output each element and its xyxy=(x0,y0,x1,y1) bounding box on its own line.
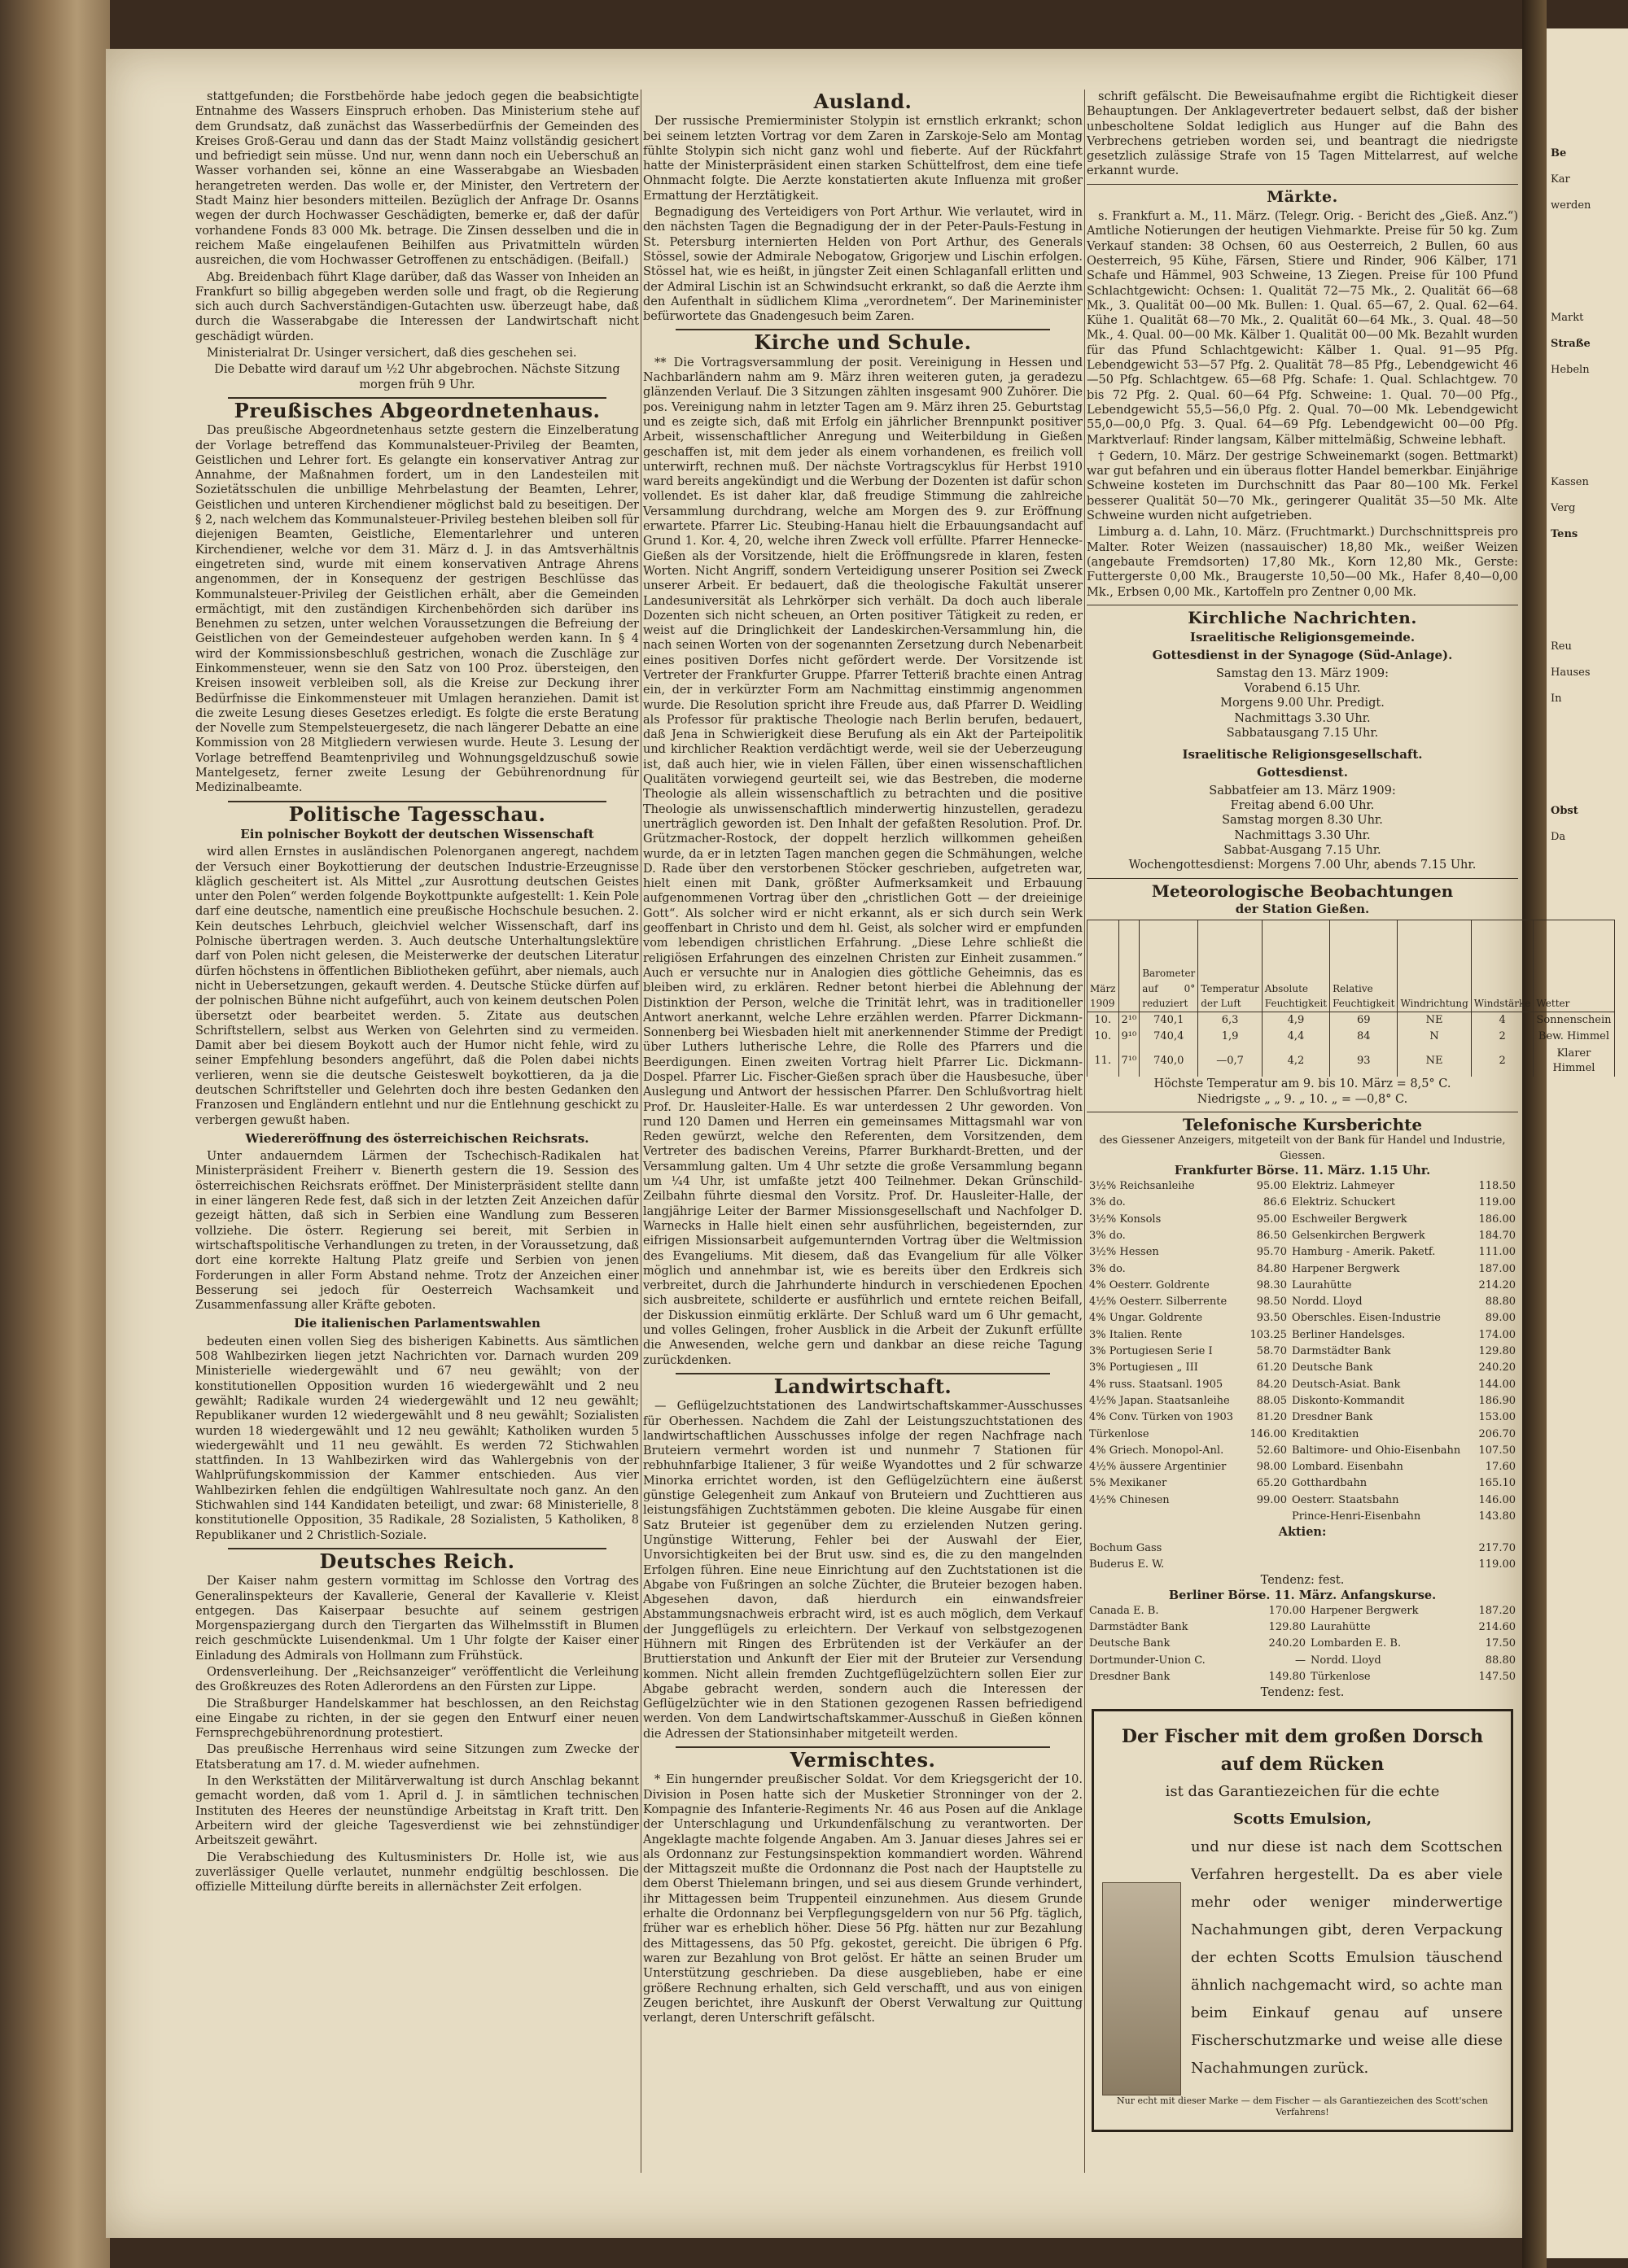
section-heading: Vermischtes. xyxy=(790,1748,936,1772)
security-name: Dresdner Bank xyxy=(1089,1671,1171,1684)
facing-page-fragment: Straße xyxy=(1551,338,1591,350)
facing-page-fragment: Hebeln xyxy=(1551,364,1590,376)
security-name: 4% Ungar. Goldrente xyxy=(1089,1312,1203,1325)
security-name: 3% do. xyxy=(1089,1230,1126,1242)
table-cell: 4,2 xyxy=(1262,1046,1329,1077)
table-cell: Klarer Himmel xyxy=(1534,1046,1614,1077)
security-name: Nordd. Lloyd xyxy=(1291,1296,1363,1309)
facing-page-fragment: Tens xyxy=(1551,528,1578,540)
security-price: 89.00 xyxy=(1485,1312,1516,1325)
table-row xyxy=(1087,1409,1518,1426)
security-price: 98.30 xyxy=(1256,1278,1287,1291)
table-cell: 10. xyxy=(1088,1029,1119,1045)
table-row xyxy=(1087,1228,1518,1244)
service-line: Samstag morgen 8.30 Uhr. xyxy=(1222,814,1383,828)
table-cell: Bew. Himmel xyxy=(1534,1029,1614,1045)
security-name: Deutsche Bank xyxy=(1089,1637,1171,1650)
facing-page-text xyxy=(1551,49,1624,2246)
security-name: Elektriz. Schuckert xyxy=(1291,1196,1396,1209)
paragraph: ** Die Vortragsversammlung der posit. Vereinigung in Hessen und Nachbarländern nahm am 9. März ihren weiteren guten, ja geradezu glänzenden Verlauf. Die 3 Sitzungen zählten insgesamt 900 Zuhörer. Die pos. Vereinigung nahm in letzter Tagen am 9. März ihren 25. Geburtstag und es zeigte sich, daß mit Erfolg ein jährlicher Brennpunkt positiver Arbeit, wissenschaftlicher Anregung und Weiterbildung in Gießen geschaffen ist, mit dem jeder als einem vorhandenen, es freilich voll unterwirft, rechnen muß. Der nächste Vortragscyklus für Herbst 1910 ward bereits angekündigt und die Werbung der Dozenten ist dafür schon vollendet. Es ist daher klar, daß freudige Stimmung die zahlreiche Versammlung durchdrang, welche am Morgen des 9. zur Eröffnung erwartete. Pfarrer Lic. Steubing-Hanau hielt die Erbauungsandacht auf Grund 1. Kor. 4, 20, welche ihren Zweck voll erfüllte. Pfarrer Hennecke-Gießen als der Vorsitzende, hielt die Eröffnungsrede in klaren, festen Worten. Nicht Angriff, sondern Verteidigung unserer Position sei Zweck unserer Arbeit. Er bedauert, daß die theologische Fakultät unserer Landesuniversität als Lehrkörper sich verhält. Da doch auch liberale Dozenten sich nicht scheuen, an Orten positiver Tätigkeit zu reden, er weist auf die Dringlichkeit der Landeskirchen-Versammlung hin, die nach seinen Worten von der sogenannten Zersetzung durch Nebenarbeit eines positiven Dorfes nicht gefördert werde. Der Vorsitzende ist Vertreter der Frankfurter Gruppe. Pfarrer Tetteriß brachte einen Antrag ein, der in verkürzter Form am Nachmittag einstimmig angenommen wurde. Die Resolution spricht ihre Freude aus, daß Pfarrer D. Weidling als Professor für praktische Theologie nach Berlin berufen, bedauert, daß Jena in Schwierigkeit diese Berufung als ein Akt der Parteipolitik und kirchlicher Reaktion verdächtigt werde, weil sie der Ueberzeugung ist, daß auch hier, wie in vielen Fällen, über einen wissenschaftlichen Qualitäten vorwiegend geurteilt sei, wie das Bestreben, die moderne Theologie als allein wissenschaftlich zu betrachten und die positive Theologie als unwissenschaftlich minderwertig hinzustellen, geradezu unerträglich geworden ist. Den Inhalt der gefaßten Resolution. Prof. Dr. Grützmacher-Rostock, der doppelt herzlich willkommen geheißen wurde, da er in letzten Tagen manchen gegen die Schmähungen, welche D. Rade über den verstorbenen Stöcker geschrieben, aufgetreten war, hielt einen mit Dank, größter Aufmerksamkeit und Erbauung aufgenommenen Vortrag über den „christlichen Gott — der dreieinige Gott“. Als solcher wird er nicht erkannt, als er sich durch sein Werk geoffenbart in Christo und dem hl. Geist, als solcher wird er empfunden vom lebendigen christlichen Erfahrung. „Diese Lehre schließt die religiösen Erfahrungen des einzelnen Christen zur Einheit zusammen.“ Auch er versuchte nur in Analogien dies göttliche Geheimnis, das es bleiben wird, zu erklären. Redner betont hierbei die Ablehnung der Distinktion der Person, welche die Trinität lehrt, was in traditioneller Antwort anerkannt, welche Lehre erzählen werden. Pfarrer Dickmann-Sonnenberg bei Wiesbaden hielt mit anerkennender Stimme der Predigt über Luthers lutherische Lehre, die Rolle des Pfarrers und die Beerdigungen. Einen zweiten Vortrag hielt Pfarrer Lic. Dickmann-Dospel. Pfarrer Lic. Fischer-Gießen sprach über die Hausbesuche, über Auslegung und Antwort der hessischen Pfarrer. Den Schlußvortrag hielt Prof. Dr. Hausleiter-Halle. Es war unterdessen 2 Uhr geworden. Von rund 120 Damen und Herren ein gemeinsames Mittagsmahl war von Reden gewürzt, welche den Referenten, dem Vorsitzenden, dem Vertreter des badischen Vereins, Pfarrer Burkhardt-Bretten, und der Versammlung galten. Um 4 Uhr setzte die große Versammlung begann um ¼4 Uhr, ist umfaßte jetzt 400 Teilnehmer. Dekan Grünschild-Zeilbahn führte diesmal den Vorsitz. Prof. Dr. Hausleiter-Halle, der langjährige Leiter der Barmer Missionsgesellschaft und Nachfolger D. Warnecks in Halle hielt einen sehr ausführlichen, begeisternden, zur eifrigen Missionsarbeit aufgemunternden Vortrag über die Weltmission des Evangeliums. Mit diesem, daß das Evangelium für alle Völker möglich und annehmbar ist, wie es bereits über den Erdkreis sich verbreitet, durch die Jahrhunderte hindurch in verschiedenen Epochen sich ausbreitete, schilderte er ausführlich und erntete reichen Beifall, der Diskussion einmütig erklärte. Der Schluß ward um 6 Uhr gemacht, und volles Gelingen, froher Ausblick in die Arbeit der Zukunft erfüllte die Anwesenden, welche gern und dankbar an diese reiche Tagung zurückdenken. xyxy=(643,356,1083,1367)
paragraph: stattgefunden; die Forstbehörde habe jedoch gegen die beabsichtigte Entnahme des Wassers Einspruch erhoben. Das Ministerium stehe auf dem Grundsatz, daß zunächst das Wasserbedürfnis der Gemeinden des Kreises Groß-Gerau und dann das der Stadt Mainz vollständig gesichert und befriedigt sein müsse. Und nur, wenn dann noch ein Ueberschuß an Wasser vorhanden sei, könne an eine Wasserabgabe an Wiesbaden herangetreten werden. Das wolle er, der Minister, den Vertretern der Stadt Mainz hier besonders mitteilen. Bezüglich der Anfrage Dr. Osanns wegen der durch Hochwasser Geschädigten, bemerke er, daß der dafür vorhandene Fonds 83 000 Mk. betrage. Die Zinsen desselben und die in reichem Maße eingelaufenen Beihilfen aus Privatmitteln würden ausreichen, die vom Hochwasser Getroffenen zu entschädigen. (Beifall.) xyxy=(195,90,639,268)
security-price xyxy=(1245,1509,1289,1525)
ad-text: und nur diese ist nach dem Scottschen Verfahren hergestellt. Da es aber viele mehr oder weniger minderwertige Nachahmungen gibt, deren Verpackung der echten Scotts Emulsion täuschend ähnlich nachgemacht wird, so achte man beim Einkauf genau auf unsere Fischerschutzmarke und weise alle diese Nachahmungen zurück. xyxy=(1191,1838,1503,2077)
table-cell: 11. xyxy=(1088,1046,1119,1077)
security-price: 95.00 xyxy=(1256,1180,1287,1193)
security-name: Buderus E. W. xyxy=(1089,1558,1165,1571)
paragraph: Abg. Breidenbach führt Klage darüber, daß das Wasser von Inheiden an Frankfurt so billig abgegeben werden solle und fragt, ob die Regierung sich auch durch Sachverständigen-Gutachten usw. überzeugt habe, daß durch die Wasserabgabe die Interessen der Landwirtschaft nicht geschädigt würden. xyxy=(195,270,639,343)
table-cell: 93 xyxy=(1330,1046,1398,1077)
table-row xyxy=(1087,1619,1518,1636)
paragraph: Begnadigung des Verteidigers von Port Arthur. Wie verlautet, wird in den nächsten Tagen die Begnadigung der in der Peter-Pauls-Festung in St. Petersburg internierten Helden von Port Arthur, des Generals Stössel, sowie der Admirale Nebogatow, Grigorjew und Lischin erfolgen. Stössel hat, wie es heißt, in jüngster Zeit einen Schlaganfall erlitten und der Admiral Lischin ist an Schwindsucht erkrankt, so daß die Aerzte ihm den Aufenthalt in südlichem Klima „verordnetem“. Der Marineminister befürwortete das Gnadengesuch beim Zaren. xyxy=(643,206,1083,324)
security-price: 86.50 xyxy=(1256,1230,1287,1242)
security-price: 214.20 xyxy=(1478,1278,1516,1291)
service-line: Sabbatausgang 7.15 Uhr. xyxy=(1226,726,1379,740)
security-price: 95.00 xyxy=(1256,1213,1287,1226)
security-price: 187.20 xyxy=(1478,1604,1516,1617)
security-name: Dresdner Bank xyxy=(1291,1411,1373,1424)
security-name xyxy=(1087,1509,1245,1525)
security-price: 147.50 xyxy=(1478,1671,1516,1684)
security-name: 4½% Oesterr. Silberrente xyxy=(1089,1296,1228,1309)
table-header: März 1909 xyxy=(1088,920,1119,1012)
security-name: 3½% Konsols xyxy=(1089,1213,1162,1226)
table-row xyxy=(1087,1310,1518,1326)
security-price: 187.00 xyxy=(1478,1262,1516,1275)
paragraph: Das preußische Herrenhaus wird seine Sitzungen zum Zwecke der Etatsberatung am 17. d. M. wieder aufnehmen. xyxy=(195,1743,639,1772)
security-price: 95.70 xyxy=(1256,1246,1287,1259)
security-price: 118.50 xyxy=(1478,1180,1516,1193)
facing-page-fragment: Kar xyxy=(1551,173,1570,186)
security-price: 99.00 xyxy=(1256,1493,1287,1506)
security-name: Dortmunder-Union C. xyxy=(1089,1654,1206,1667)
subheading: Israelitische Religionsgemeinde. xyxy=(1189,630,1416,645)
paragraph: Der Kaiser nahm gestern vormittag im Schlosse den Vortrag des Generalinspekteurs der Kavallerie, General der Kavallerie v. Kleist entgegen. Das Kaiserpaar besuchte auf seinem gestrigen Morgenspaziergang durch den Tiergarten das Wilhelmsstift in Blumen reich geschmückte Luisendenkmal. Um 1 Uhr folgte der Kaiser einer Einladung des Admirals von Hollmann zum Frühstück. xyxy=(195,1575,639,1663)
ad-headline: Der Fischer mit dem großen Dorsch xyxy=(1121,1725,1484,1747)
paragraph: Der russische Premierminister Stolypin ist ernstlich erkrankt; schon bei seinem letzten Vortrag vor dem Zaren in Zarskoje-Selo am Montag fühlte Stolypin sich nicht ganz wohl und fieberte. Auf der Rückfahrt hatte der Ministerpräsident einen starken Schüttelfrost, dem eine tiefe Ohnmacht folgte. Die Aerzte konstatierten akute Influenza mit großer Ermattung der Herztätigkeit. xyxy=(643,115,1083,203)
facing-page-fragment: Kassen xyxy=(1551,476,1589,488)
paragraph: Die Debatte wird darauf um ½2 Uhr abgebrochen. Nächste Sitzung morgen früh 9 Uhr. xyxy=(214,363,620,391)
security-price: 206.70 xyxy=(1478,1427,1516,1440)
table-cell: 69 xyxy=(1330,1012,1398,1029)
security-name: Oberschles. Eisen-Industrie xyxy=(1291,1312,1441,1325)
tendency-note: Tendenz: fest. xyxy=(1260,1686,1345,1700)
table-cell: 2 xyxy=(1471,1046,1534,1077)
stock-table xyxy=(1087,1178,1518,1525)
security-price: 184.70 xyxy=(1478,1230,1516,1242)
security-price: 214.60 xyxy=(1478,1621,1516,1634)
security-name: Deutsch-Asiat. Bank xyxy=(1291,1378,1401,1391)
ad-brand: Scotts Emulsion, xyxy=(1232,1810,1372,1828)
security-price: 144.00 xyxy=(1478,1378,1516,1391)
security-price: 174.00 xyxy=(1478,1328,1516,1341)
column-left xyxy=(195,90,639,2213)
table-row xyxy=(1087,1509,1518,1525)
table-row xyxy=(1087,1669,1518,1685)
table-header: Temperatur der Luft xyxy=(1198,920,1263,1012)
table-cell: 4,9 xyxy=(1262,1012,1329,1029)
security-name: Harpener Bergwerk xyxy=(1291,1262,1400,1275)
security-name: Harpener Bergwerk xyxy=(1311,1604,1419,1617)
security-price: 146.00 xyxy=(1478,1493,1516,1506)
paragraph: * Ein hungernder preußischer Soldat. Vor dem Kriegsgericht der 10. Division in Posen hatte sich der Musketier Stronninger von der 2. Kompagnie des Infanterie-Regiments Nr. 46 aus Posen auf die Anklage der Unterschlagung und Urkundenfälschung zu verantworten. Der Angeklagte machte folgende Angaben. Am 3. Januar dieses Jahres sei er als Ordonnanz zur Festungsinspektion kommandiert worden. Während der Mittagszeit mußte die Ordonnanz die Post nach der Hauptstelle zu dem Oberst Thielemann bringen, und sei aus diesem Grunde verhindert, ihr Mittagessen beim Truppenteil einzunehmen. Aus diesem Grunde erhalte die Ordonnanz bei Verpflegungsgeldern von nur 56 Pfg. täglich, früher war es erheblich höher. Diese 56 Pfg. hätten nur zur Bezahlung des Mittagessens, das 50 Pfg. gekostet, gereicht. Die übrigen 6 Pfg. waren zur Bezahlung von Brot gelöst. Er hätte an seinen Bruder um Unterstützung geschrieben. Da diese ausgeblieben, habe er eine größere Rechnung erhalten, sich Geld verschafft, und aus von einigen Zeugen berichtet, ihre Auskunft der Oberst Verwaltung zur Quittung verlangt, deren Unterschrift gefälscht. xyxy=(643,1773,1083,2025)
security-price: 88.80 xyxy=(1485,1654,1516,1667)
paragraph: † Gedern, 10. März. Der gestrige Schweinemarkt (sogen. Bettmarkt) war gut befahren und ein überaus flotter Handel bemerkbar. Einjährige Schweine kosteten im Durchschnitt das Paar 80—100 Mk. Ferkel besserer Qualität 50—70 Mk., geringerer Qualität 35—50 Mk. Alte Schweine wurden nicht aufgetrieben. xyxy=(1087,449,1518,523)
security-name: Diskonto-Kommandit xyxy=(1291,1394,1405,1407)
column-rule xyxy=(1084,90,1085,2173)
security-name: Eschweiler Bergwerk xyxy=(1291,1213,1407,1226)
paragraph: wird allen Ernstes in ausländischen Polenorganen angeregt, nachdem der Versuch einer Boykottierung der deutschen Industrie-Erzeugnisse kläglich gescheitert ist. Als Mittel „zur Ausrottung deutschen Geistes unter den Polen“ werden folgende Boykottpunkte aufgestellt: 1. Kein Pole darf eine deutsche, namentlich eine preußische Hochschule besuchen. 2. Kein deutsches Lehrbuch, gleichviel welcher Wissenschaft, darf ins Polnische übertragen werden. 3. Auch deutsche Unterhaltungslektüre darf von Polen nicht gelesen, die Meisterwerke der deutschen Literatur dürfen höchstens in öffentlichen Bibliotheken geführt, aber niemals, auch nicht in Uebersetzungen, gekauft werden. 4. Deutsche Stücke dürfen auf der polnischen Bühne nicht aufgeführt, auch von keinem deutschen Polen übersetzt oder bearbeitet werden. 5. Zitate aus deutschen Schriftstellern, selbst aus Werken von Gelehrten sind zu vermeiden. Damit aber bei diesem Boykott auch der Humor nicht fehle, wird zu seiner Empfehlung besonders angeführt, daß die Polen dabei nichts verlieren, wenn sie die deutsche Geisteswelt boykottieren, da ja die deutschen Schriftsteller und Gelehrten doch ihre besten Gedanken den Franzosen und Engländern entlehnt und nur die Entlehnung geschickt zu verbergen gewußt haben. xyxy=(195,846,639,1127)
security-name: Türkenlose xyxy=(1311,1671,1371,1684)
table-row xyxy=(1087,1278,1518,1294)
security-price: 129.80 xyxy=(1478,1345,1516,1358)
table-cell: 84 xyxy=(1330,1029,1398,1045)
security-price: 143.80 xyxy=(1478,1510,1516,1523)
section-divider xyxy=(1087,184,1518,185)
security-price: 170.00 xyxy=(1268,1604,1306,1617)
book-binding xyxy=(0,0,110,2268)
security-name: Gelsenkirchen Bergwerk xyxy=(1291,1230,1425,1242)
table-cell: 740,4 xyxy=(1140,1029,1198,1045)
paragraph: Ministerialrat Dr. Usinger versichert, daß dies geschehen sei. xyxy=(207,347,577,361)
service-line: Vorabend 6.15 Uhr. xyxy=(1244,681,1361,695)
paragraph: Unter andauerndem Lärmen der Tschechisch-Radikalen hat Ministerpräsident Freiherr v. Bienerth gestern die 19. Session des österreichischen Reichsrats eröffnet. Der Ministerpräsident stellte dann in einer längeren Rede fest, daß sich in der letzten Zeit Anzeichen dafür gezeigt hätten, daß sich in Serbien eine Wandlung zum Besseren vollziehe. Die österr. Regierung sei bereit, mit Serbien in wirtschaftspolitische Verhandlungen zu treten, in der Voraussetzung, daß dort eine korrekte Haltung Platz greife und Serbien von jenen Forderungen in aller Form Abstand nehme. Trotz der Anzeichen einer Besserung sei jedoch für Oesterreich Wachsamkeit und Zusammenfassung aller Kräfte geboten. xyxy=(195,1150,639,1313)
security-name: Türkenlose xyxy=(1089,1427,1149,1440)
security-price: 111.00 xyxy=(1478,1246,1516,1259)
security-name: 3½% Reichsanleihe xyxy=(1089,1180,1195,1193)
table-cell: 1,9 xyxy=(1198,1029,1263,1045)
paragraph: — Geflügelzuchtstationen des Landwirtschaftskammer-Ausschusses für Oberhessen. Nachdem die Zahl der Leistungszuchtstationen des landwirtschaftlichen Ausschusses infolge der regen Nachfrage nach Bruteiern vermehrt worden ist und nunmehr 7 Stationen für rebhuhnfarbige Italiener, 3 für weiße Wyandottes und 2 für schwarze Minorka errichtet worden, ist den Geflügelzüchtern eine äußerst günstige Gelegenheit zum Ankauf von Bruteiern und Zuchttieren aus leistungsfähigen Zuchtstämmen geboten. Die kleine Ausgabe für einen Satz Bruteier ist gegenüber dem zu erzielenden Nutzen gering. Ungünstige Witterung, Fehler bei der Auswahl der Eier, Unvorsichtigkeiten bei der Brut usw. sind es, die zu den mangelnden Erfolgen führen. Eine neue Einrichtung auf den Zuchtstationen ist die Abgabe von Fußringen an solche Züchter, die Bruteier bezogen haben. Abgesehen davon, daß hierdurch ein einwandsfreier Abstammungsnachweis erbracht wird, ist es auch möglich, dem Verkauf der Junggeflügels zu erleichtern. Der Verkauf von selbstgezogenen Hühnern mit Ringen des Erbrütenden ist der Verkäufer an der Bruttierstation und Ankunft der Eier mit der Bruteier zur Versendung kommen. Nicht allein fremden Zuchtgeflügelzüchtern sollen Eier zur Abgabe gebracht werden, sondern auch die Interessen der Geflügelzüchter wie in den Stationen gezogenen Rassen befriedigend werden. Von dem Landwirtschaftskammer-Ausschuß in Gießen können die Adressen der Stationsinhaber mitgeteilt werden. xyxy=(643,1400,1083,1741)
table-cell: 740,1 xyxy=(1140,1012,1198,1029)
table-header: Windrichtung xyxy=(1398,920,1471,1012)
table-header: Barometer auf 0° reduziert xyxy=(1140,920,1198,1012)
security-price: — xyxy=(1295,1654,1306,1667)
table-header-row xyxy=(1088,920,1615,1012)
security-price: 93.50 xyxy=(1256,1312,1287,1325)
security-name: Canada E. B. xyxy=(1089,1604,1159,1617)
service-line: Freitag abend 6.00 Uhr. xyxy=(1230,799,1375,813)
weather-table xyxy=(1087,920,1615,1077)
table-row xyxy=(1087,1195,1518,1211)
table-row xyxy=(1087,1244,1518,1261)
tendency-note: Tendenz: fest. xyxy=(1260,1574,1345,1588)
section-heading: Ausland. xyxy=(813,90,912,113)
section-divider xyxy=(1087,878,1518,879)
table-row xyxy=(1088,1046,1615,1077)
security-name: 3% do. xyxy=(1089,1262,1126,1275)
table-cell: 4,4 xyxy=(1262,1029,1329,1045)
security-price: 103.25 xyxy=(1249,1328,1287,1341)
ad-caption: Nur echt mit dieser Marke — dem Fischer — als Garantiezeichen des Scott'schen Verfahrens! xyxy=(1117,2095,1488,2117)
security-name: Prince-Henri-Eisenbahn xyxy=(1291,1510,1421,1523)
service-line: Morgens 9.00 Uhr. Predigt. xyxy=(1220,697,1385,710)
security-name: Elektriz. Lahmeyer xyxy=(1291,1180,1394,1193)
table-row xyxy=(1087,1540,1518,1557)
paragraph: bedeuten einen vollen Sieg des bisherigen Kabinetts. Aus sämtlichen 508 Wahlbezirken liegen jetzt Nachrichten vor. Darnach wurden 209 Ministerielle wiedergewählt und 67 neu gewählt; von der konstitutionellen Opposition wurden 16 wiedergewählt und 2 neu gewählt; Radikale wurden 24 wiedergewählt und 12 neu gewählt; Republikaner wurden 12 wiedergewählt und 8 neu gewählt; Sozialisten wurden 18 wiedergewählt und 12 neu gewählt; Katholiken wurden 5 wiedergewählt und 11 neu gewählt. Es werden 72 Stichwahlen stattfinden. In 13 Wahlbezirken wird das Wahlergebnis von der Wahlprüfungskommission der Kammer entschieden. Aus vier Wahlbezirken fehlen die endgültigen Wahlresultate noch ganz. An den Stichwahlen sind 144 Kandidaten beteiligt, und zwar: 68 Ministerielle, 8 konstitutionelle Opposition, 35 Radikale, 28 Sozialisten, 5 Katholiken, 8 Republikaner und 2 Christlich-Soziale. xyxy=(195,1335,639,1542)
paragraph: Ordensverleihung. Der „Reichsanzeiger“ veröffentlicht die Verleihung des Großkreuzes des Roten Adlerordens an den Fürsten zur Lippe. xyxy=(195,1665,639,1694)
security-price: 98.50 xyxy=(1256,1296,1287,1309)
security-name: 4½% äussere Argentinier xyxy=(1089,1461,1227,1474)
security-price: 240.20 xyxy=(1268,1637,1306,1650)
security-price: 217.70 xyxy=(1478,1541,1516,1554)
table-row xyxy=(1087,1653,1518,1669)
service-line: Nachmittags 3.30 Uhr. xyxy=(1234,711,1371,725)
section-heading: Telefonische Kursberichte xyxy=(1182,1114,1423,1134)
security-price: 98.00 xyxy=(1256,1461,1287,1474)
facing-page-fragment: Reu xyxy=(1551,640,1572,653)
table-cell: 2 xyxy=(1471,1029,1534,1045)
table-cell: 740,0 xyxy=(1140,1046,1198,1077)
security-price: 186.90 xyxy=(1478,1394,1516,1407)
security-price: 17.60 xyxy=(1485,1461,1516,1474)
paragraph: Das preußische Abgeordnetenhaus setzte gestern die Einzelberatung der Vorlage betreffend das Kommunalsteuer-Privileg der Beamten, Geistlichen und Lehrer fort. Es gelangte ein konservativer Antrag zur Annahme, der Maßnahmen fordert, um in den Landesteilen mit Sozietätsschulen die unbillige Mehrbelastung der Beamten, Lehrer, Geistlichen und unteren Kirchendiener möglichst bald zu beseitigen. Der § 2, nach welchem das Kommunalsteuer-Privileg bestehen bleiben soll für diejenigen Beamten, Geistliche, Elementarlehrer und unteren Kirchendiener, welche vor dem 31. März d. J. in das Amtsverhältnis eingetreten sind, wurde mit einem konservativen Antrage Ahrens angenommen, der in Konsequenz der gestrigen Beschlüsse das Kommunalsteuer-Privileg der Geistlichen erhält, aber die Gemeinden ermächtigt, mit den zuständigen Kirchenbehörden sich darüber ins Benehmen zu setzen, unter welchen Voraussetzungen die Befreiung der Geistlichen von der Gemeindesteuer aufgehoben werden kann. In § 4 wird der Kommissionsbeschluß gestrichen, wonach die Zuschläge zur Einkommensteuer, wenn sie den Satz von 100 Proz. übersteigen, den Kreisen insoweit verbleiben soll, als die Kreise zur Deckung ihrer Bedürfnisse die Einkommensteuer mit Umlagen heranziehen. Damit ist die zweite Lesung dieses Gesetzes erledigt. Es folgte die erste Beratung der Novelle zum Stempelsteuergesetz, die nach längerer Debatte an eine Kommission von 28 Mitgliedern verwiesen wurde. Heute 3. Lesung der Vorlage betreffend Beamtenprivileg und Wohnungsgeldzuschuß sowie Mantelgesetz, ferner zweite Lesung der Gebührenordnung für Medizinalbeamte. xyxy=(195,424,639,795)
security-price: 88.80 xyxy=(1485,1296,1516,1309)
security-price: 129.80 xyxy=(1268,1621,1306,1634)
security-price: 153.00 xyxy=(1478,1411,1516,1424)
security-price: 186.00 xyxy=(1478,1213,1516,1226)
facing-page-fragment: Markt xyxy=(1551,312,1584,324)
table-row xyxy=(1087,1212,1518,1228)
subheading: Gottesdienst in der Synagoge (Süd-Anlage). xyxy=(1152,648,1453,663)
facing-page-fragment: Be xyxy=(1551,147,1567,160)
security-price: 61.20 xyxy=(1256,1361,1287,1374)
security-name: Hamburg - Amerik. Paketf. xyxy=(1291,1246,1436,1259)
paragraph: s. Frankfurt a. M., 11. März. (Telegr. Orig. - Bericht des „Gieß. Anz.“) Amtliche Notierungen der heutigen Viehmarkte. Preise für 50 kg. Zum Verkauf standen: 38 Ochsen, 60 aus Oesterreich, 2 Bullen, 60 aus Oesterreich, 95 Kühe, Färsen, Stiere und Rinder, 906 Kälber, 171 Schafe und Hämmel, 903 Schweine, 13 Ziegen. Preise für 100 Pfund Schlachtgewicht: Ochsen: 1. Qualität 72—75 Mk., 2. Qualität 66—68 Mk., 3. Qualität 00—00 Mk. Bullen: 1. Qual. 65—67, 2. Qual. 62—64. Kühe 1. Qualität 68—70 Mk., 2. Qualität 60—64 Mk., 3. Qual. 48—50 Mk., 4. Qual. 00—00 Mk. Kälber 1. Qualität 00—00 Mk. Bezahlt wurden für das Pfund Schlachtgewicht: Kälber 1. Qual. 91—95 Pfg. Lebendgewicht 53—57 Pfg. 2. Qualität 78—85 Pfg., Lebendgewicht 46—50 Pfg. Schlachtgew. 65—68 Pfg. Schafe: 1. Qual. Schlachtgew. 70 bis 72 Pfg. 2. Qual. 60—64 Pfg. Schweine: 1. Qual. 70—00 Pfg., Lebendgewicht 55,5—56,0 Pfg. 2. Qual. 70—00 Mk. Lebendgewicht 55,0—00,0 Pfg. 3. Qual. 64—69 Pfg. Lebendgewicht 00—00 Pfg. Marktverlauf: Rinder langsam, Kälber mittelmäßig, Schweine lebhaft. xyxy=(1087,210,1518,447)
security-price: 119.00 xyxy=(1478,1558,1516,1571)
section-heading: Politische Tagesschau. xyxy=(288,802,546,826)
facing-page-fragment: werden xyxy=(1551,199,1591,212)
table-body xyxy=(1087,1540,1518,1574)
security-price: 107.50 xyxy=(1478,1444,1516,1457)
section-heading: Märkte. xyxy=(1267,187,1338,206)
security-name: 4% Griech. Monopol-Anl. xyxy=(1089,1444,1224,1457)
exchange-title: Frankfurter Börse. 11. März. 1.15 Uhr. xyxy=(1174,1163,1431,1178)
table-row xyxy=(1088,1029,1615,1045)
security-name: Laurahütte xyxy=(1291,1278,1352,1291)
security-price: 146.00 xyxy=(1249,1427,1287,1440)
table-row xyxy=(1087,1377,1518,1393)
facing-page-fragment: Hauses xyxy=(1551,666,1591,679)
security-name: Oesterr. Staatsbahn xyxy=(1291,1493,1399,1506)
service-line: Sabbat-Ausgang 7.15 Uhr. xyxy=(1223,843,1381,857)
security-name: 3½% Hessen xyxy=(1089,1246,1159,1259)
fisherman-image xyxy=(1102,1882,1181,2095)
subheading: der Station Gießen. xyxy=(1235,901,1370,916)
security-price: 86.6 xyxy=(1263,1196,1287,1209)
paragraph: In den Werkstätten der Militärverwaltung ist durch Anschlag bekannt gemacht worden, daß vom 1. April d. J. in sämtlichen technischen Instituten des Heeres der neunstündige Arbeitstag in Kraft tritt. Den Arbeitern wird der gleiche Tagesverdienst wie bei zehnstündiger Arbeitszeit gewährt. xyxy=(195,1775,639,1848)
stock-table xyxy=(1087,1603,1518,1685)
subheading: Wiedereröffnung des österreichischen Reichsrats. xyxy=(245,1130,589,1146)
table-cell: 7¹⁰ xyxy=(1118,1046,1140,1077)
scotts-emulsion-ad xyxy=(1092,1709,1513,2132)
service-line: Wochengottesdienst: Morgens 7.00 Uhr, abends 7.15 Uhr. xyxy=(1128,859,1477,872)
security-price: 84.80 xyxy=(1256,1262,1287,1275)
stock-table xyxy=(1087,1540,1518,1574)
security-name: Darmstädter Bank xyxy=(1089,1621,1188,1634)
security-name: Lombard. Eisenbahn xyxy=(1291,1461,1403,1474)
table-body xyxy=(1088,1012,1615,1077)
table-header: Windstärke xyxy=(1471,920,1534,1012)
security-name: Gotthardbahn xyxy=(1291,1477,1368,1490)
security-name: 3% Portugiesen „ III xyxy=(1089,1361,1198,1374)
table-row xyxy=(1087,1459,1518,1475)
table-header: Relative Feuchtigkeit xyxy=(1330,920,1398,1012)
table-cell: —0,7 xyxy=(1198,1046,1263,1077)
section-heading: Preußisches Abgeordnetenhaus. xyxy=(234,398,601,422)
facing-page-fragment: Da xyxy=(1551,831,1566,843)
security-name: 4½% Japan. Staatsanleihe xyxy=(1089,1394,1230,1407)
table-row xyxy=(1087,1393,1518,1409)
subheading: Die italienischen Parlamentswahlen xyxy=(294,1316,540,1331)
table-footnote: Höchste Temperatur am 9. bis 10. März = 8,5° C. xyxy=(1153,1077,1451,1091)
service-line: Samstag den 13. März 1909: xyxy=(1215,666,1389,680)
table-cell: Sonnenschein xyxy=(1534,1012,1614,1029)
table-cell: NE xyxy=(1398,1012,1471,1029)
table-cell: 4 xyxy=(1471,1012,1534,1029)
table-row xyxy=(1087,1636,1518,1652)
security-name: Laurahütte xyxy=(1311,1621,1371,1634)
table-row xyxy=(1087,1294,1518,1310)
table-header: Absolute Feuchtigkeit xyxy=(1262,920,1329,1012)
security-price: 58.70 xyxy=(1256,1345,1287,1358)
subheading: Israelitische Religionsgesellschaft. xyxy=(1182,747,1423,763)
table-body xyxy=(1087,1178,1518,1525)
ad-headline: auf dem Rücken xyxy=(1220,1753,1385,1775)
security-name: 4½% Chinesen xyxy=(1089,1493,1170,1506)
column-middle xyxy=(643,90,1083,2213)
aktien-label: Aktien: xyxy=(1278,1525,1327,1540)
table-row xyxy=(1088,1012,1615,1029)
section-heading: Meteorologische Beobachtungen xyxy=(1151,881,1454,901)
table-cell: 6,3 xyxy=(1198,1012,1263,1029)
subheading: Gottesdienst. xyxy=(1257,765,1348,780)
security-price: 119.00 xyxy=(1478,1196,1516,1209)
security-name: 3% Italien. Rente xyxy=(1089,1328,1183,1341)
exchange-title: Berliner Börse. 11. März. Anfangskurse. xyxy=(1168,1588,1437,1602)
section-heading: Kirchliche Nachrichten. xyxy=(1188,607,1417,627)
security-price: 17.50 xyxy=(1485,1637,1516,1650)
security-name: Darmstädter Bank xyxy=(1291,1345,1391,1358)
table-row xyxy=(1087,1443,1518,1459)
table-row xyxy=(1087,1327,1518,1344)
security-price: 52.60 xyxy=(1256,1444,1287,1457)
subheading: Ein polnischer Boykott der deutschen Wissenschaft xyxy=(240,826,594,841)
facing-page-fragment: Verg xyxy=(1551,502,1576,514)
table-row xyxy=(1087,1603,1518,1619)
ad-text: ist das Garantiezeichen für die echte xyxy=(1165,1782,1440,1800)
paragraph: Die Verabschiedung des Kultusministers Dr. Holle ist, wie aus zuverlässiger Quelle verlautet, nunmehr endgültig beschlossen. Die offizielle Mitteilung dürfte bereits in allernächster Zeit erfolgen. xyxy=(195,1851,639,1894)
service-line: Sabbatfeier am 13. März 1909: xyxy=(1209,784,1396,798)
table-cell: 2¹⁰ xyxy=(1118,1012,1140,1029)
paragraph: schrift gefälscht. Die Beweisaufnahme ergibt die Richtigkeit dieser Behauptungen. Der Anklagevertreter bedauert selbst, daß der bisher unbescholtene Soldat lediglich aus Hunger auf die Bahn des Verbrechens getrieben worden sei, und beantragt die niedrigste gesetzlich zulässige Strafe von 15 Tagen Mittelarrest, auf welche erkannt wurde. xyxy=(1087,90,1518,178)
table-cell: 9¹⁰ xyxy=(1118,1029,1140,1045)
security-name: 3% do. xyxy=(1089,1196,1126,1209)
security-name: Berliner Handelsges. xyxy=(1291,1328,1406,1341)
table-cell: NE xyxy=(1398,1046,1471,1077)
table-cell: N xyxy=(1398,1029,1471,1045)
security-price: 165.10 xyxy=(1478,1477,1516,1490)
facing-page-fragment: Obst xyxy=(1551,805,1578,817)
table-row xyxy=(1087,1344,1518,1360)
section-heading: Landwirtschaft. xyxy=(773,1374,952,1398)
page-gutter xyxy=(1522,0,1547,2268)
security-name: 4% Conv. Türken von 1903 xyxy=(1089,1411,1234,1424)
paragraph: Limburg a. d. Lahn, 10. März. (Fruchtmarkt.) Durchschnittspreis pro Malter. Roter Weizen (nassauischer) 18,80 Mk., weißer Weizen (angebaute Fremdsorten) 17,80 Mk., Korn 12,80 Mk., Gerste: Futtergerste 0,00 Mk., Braugerste 10,50—00 Mk., Hafer 8,40—0,00 Mk., Erbsen 0,00 Mk., Kartoffeln pro Zentner 0,00 Mk. xyxy=(1087,526,1518,599)
table-row xyxy=(1087,1178,1518,1195)
table-row xyxy=(1087,1427,1518,1443)
facing-page-fragment: In xyxy=(1551,693,1562,705)
security-price: 240.20 xyxy=(1478,1361,1516,1374)
table-footnote: Niedrigste „ „ 9. „ 10. „ = —0,8° C. xyxy=(1197,1092,1408,1106)
table-row xyxy=(1087,1261,1518,1278)
subheading: des Giessener Anzeigers, mitgeteilt von der Bank für Handel und Industrie, Giessen. xyxy=(1099,1134,1506,1162)
security-name: 4% Oesterr. Goldrente xyxy=(1089,1278,1210,1291)
table-row xyxy=(1087,1360,1518,1376)
security-name: 4% russ. Staatsanl. 1905 xyxy=(1089,1378,1223,1391)
security-price: 88.05 xyxy=(1256,1394,1287,1407)
section-heading: Deutsches Reich. xyxy=(319,1549,515,1573)
service-line: Nachmittags 3.30 Uhr. xyxy=(1234,828,1371,842)
section-heading: Kirche und Schule. xyxy=(754,330,972,355)
table-row xyxy=(1087,1492,1518,1509)
security-name: 3% Portugiesen Serie I xyxy=(1089,1345,1213,1358)
security-name: Bochum Gass xyxy=(1089,1541,1162,1554)
table-row xyxy=(1087,1557,1518,1573)
security-name: Deutsche Bank xyxy=(1291,1361,1373,1374)
security-price: 149.80 xyxy=(1268,1671,1306,1684)
table-row xyxy=(1087,1475,1518,1492)
table-cell: 10. xyxy=(1088,1012,1119,1029)
security-price: 65.20 xyxy=(1256,1477,1287,1490)
security-name: 5% Mexikaner xyxy=(1089,1477,1167,1490)
table-header xyxy=(1118,920,1140,1012)
security-price: 84.20 xyxy=(1256,1378,1287,1391)
security-price: 81.20 xyxy=(1256,1411,1287,1424)
security-name: Baltimore- und Ohio-Eisenbahn xyxy=(1291,1444,1461,1457)
security-name: Kreditaktien xyxy=(1291,1427,1359,1440)
table-body xyxy=(1087,1603,1518,1685)
security-name: Lombarden E. B. xyxy=(1311,1637,1402,1650)
security-name: Nordd. Lloyd xyxy=(1311,1654,1381,1667)
table-header: Wetter xyxy=(1534,920,1614,1012)
paragraph: Die Straßburger Handelskammer hat beschlossen, an den Reichstag eine Eingabe zu richten, in der sie gegen den Entwurf einer neuen Fernsprechgebührenordnung protestiert. xyxy=(195,1697,639,1741)
